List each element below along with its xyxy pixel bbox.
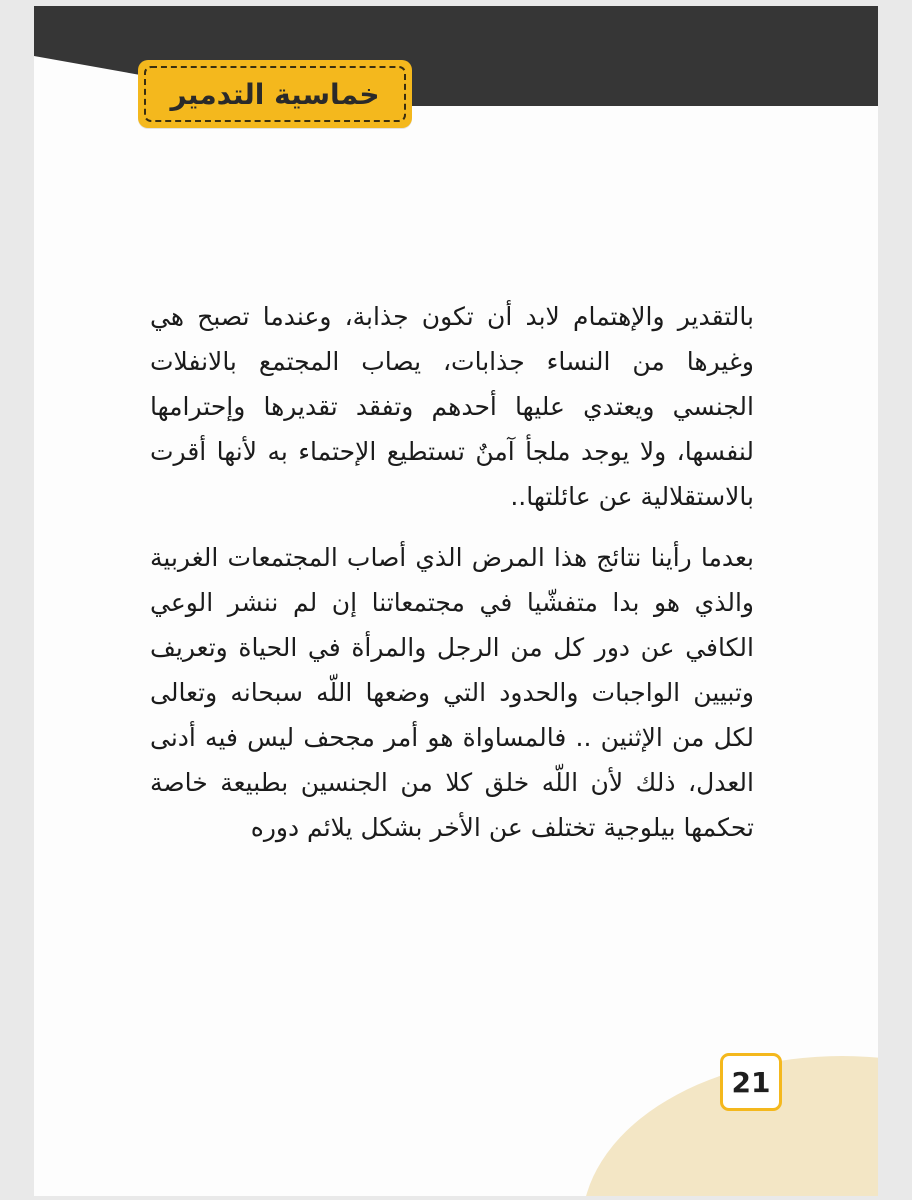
- paragraph-2: بعدما رأينا نتائج هذا المرض الذي أصاب المجتمعات الغربية والذي هو بدا متفشّيا في مجتمعاتنا إن لم ننشر الوعي الكافي عن دور كل من الرجل والمرأة في الحياة وتعريف وتبيين الواجبات والحدود التي وضعها اللّه سبحانه وتعالى لكل من الإثنين .. فالمساواة هو أمر مجحف ليس فيه أدنى العدل، ذلك لأن اللّه خلق كلا من الجنسين بطبيعة خاصة تحكمها بيلوجية تختلف عن الأخر بشكل يلائم دوره: [150, 543, 754, 842]
- paragraph-1: بالتقدير والإهتمام لابد أن تكون جذابة، وعندما تصبح هي وغيرها من النساء جذابات، يصاب المجتمع بالانفلات الجنسي ويعتدي عليها أحدهم وتفقد تقديرها وإحترامها لنفسها، ولا يوجد ملجأ آمنٌ تستطيع الإحتماء به لأنها أقرت بالاستقلالية عن عائلتها..: [150, 302, 754, 511]
- chapter-title-badge: [138, 60, 412, 128]
- book-page: [34, 6, 878, 1196]
- chapter-title-dashed-border: [144, 66, 406, 122]
- chapter-title: خماسية التدمير: [170, 77, 380, 111]
- body-text: [150, 294, 754, 866]
- page-number: 21: [731, 1065, 771, 1099]
- page-number-badge: [720, 1053, 782, 1111]
